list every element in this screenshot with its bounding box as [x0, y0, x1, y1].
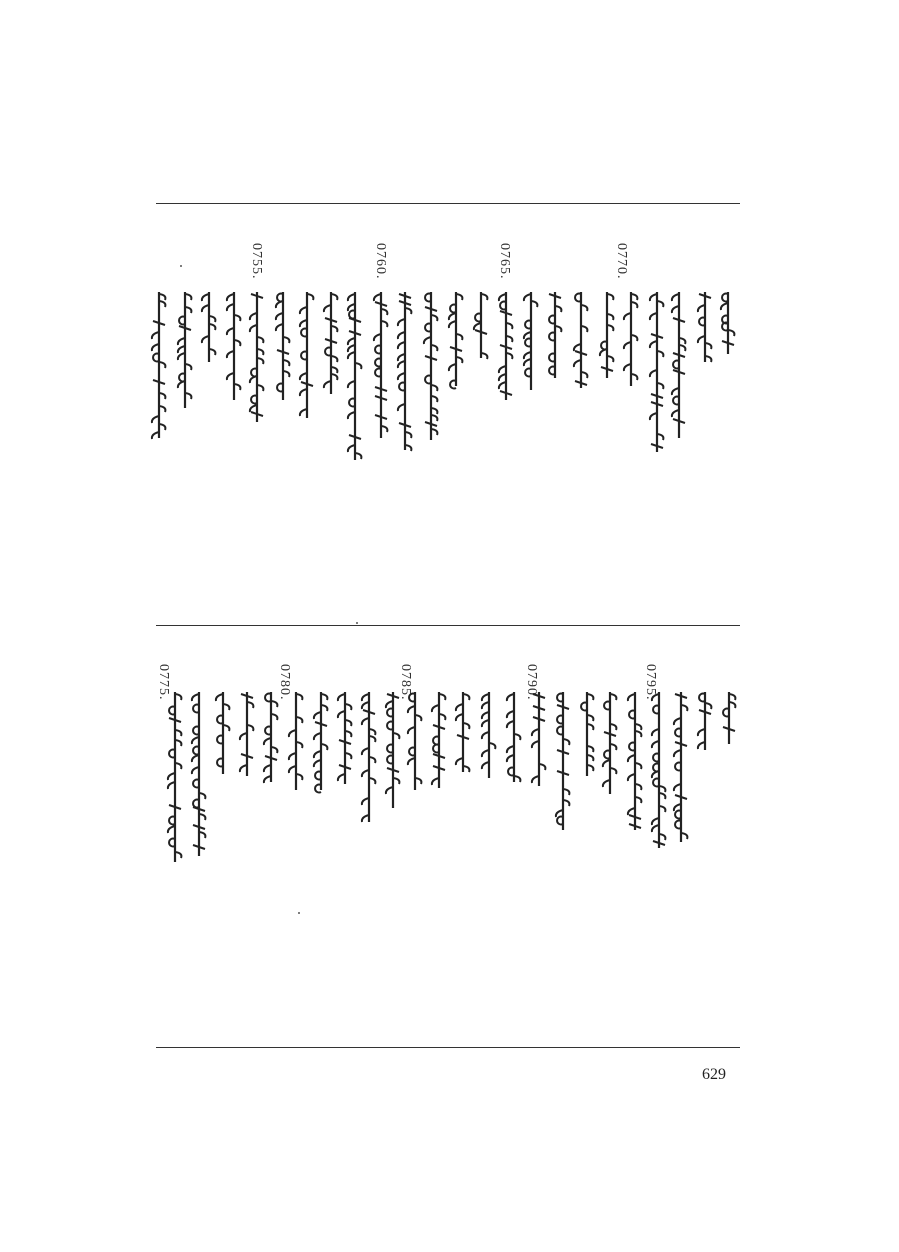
- script-text-column: [382, 690, 404, 814]
- script-text-column: [310, 690, 332, 796]
- script-text-column: [452, 690, 474, 778]
- line-number: 0775.: [156, 664, 171, 701]
- line-number: 0780.: [277, 664, 292, 701]
- script-text-column: [694, 690, 716, 756]
- script-text-column: [358, 690, 380, 828]
- script-text-column: [164, 690, 186, 868]
- script-text-column: [428, 690, 450, 794]
- script-text-column: [599, 690, 621, 800]
- bottom-rule: [156, 1047, 740, 1048]
- script-text-column: [503, 690, 525, 788]
- line-number: 0790.: [524, 664, 539, 701]
- script-text-column: [648, 690, 670, 854]
- script-text-column: [478, 690, 500, 784]
- line-number: 0765.: [497, 243, 512, 280]
- line-number: 0785.: [398, 664, 413, 701]
- scan-speck: [298, 912, 300, 914]
- line-number: 0760.: [373, 243, 388, 280]
- line-number: 0755.: [249, 243, 264, 280]
- script-text-column: [404, 690, 426, 796]
- script-text-column: [718, 690, 740, 750]
- script-text-column: [576, 690, 598, 782]
- script-text-column: [670, 690, 692, 848]
- line-number: 0770.: [614, 243, 629, 280]
- script-text-column: [285, 690, 307, 796]
- script-text-column: [334, 690, 356, 790]
- script-text-column: [188, 690, 210, 862]
- script-text-column: [212, 690, 234, 780]
- page-number: 629: [702, 1066, 726, 1083]
- scan-speck: [356, 622, 358, 624]
- script-text-column: [552, 690, 574, 836]
- script-text-column: [260, 690, 282, 788]
- line-number: 0795.: [643, 664, 658, 701]
- script-text-column: [528, 690, 550, 792]
- script-text-column: [624, 690, 646, 836]
- script-text-column: [236, 690, 258, 782]
- scan-speck: [180, 265, 182, 267]
